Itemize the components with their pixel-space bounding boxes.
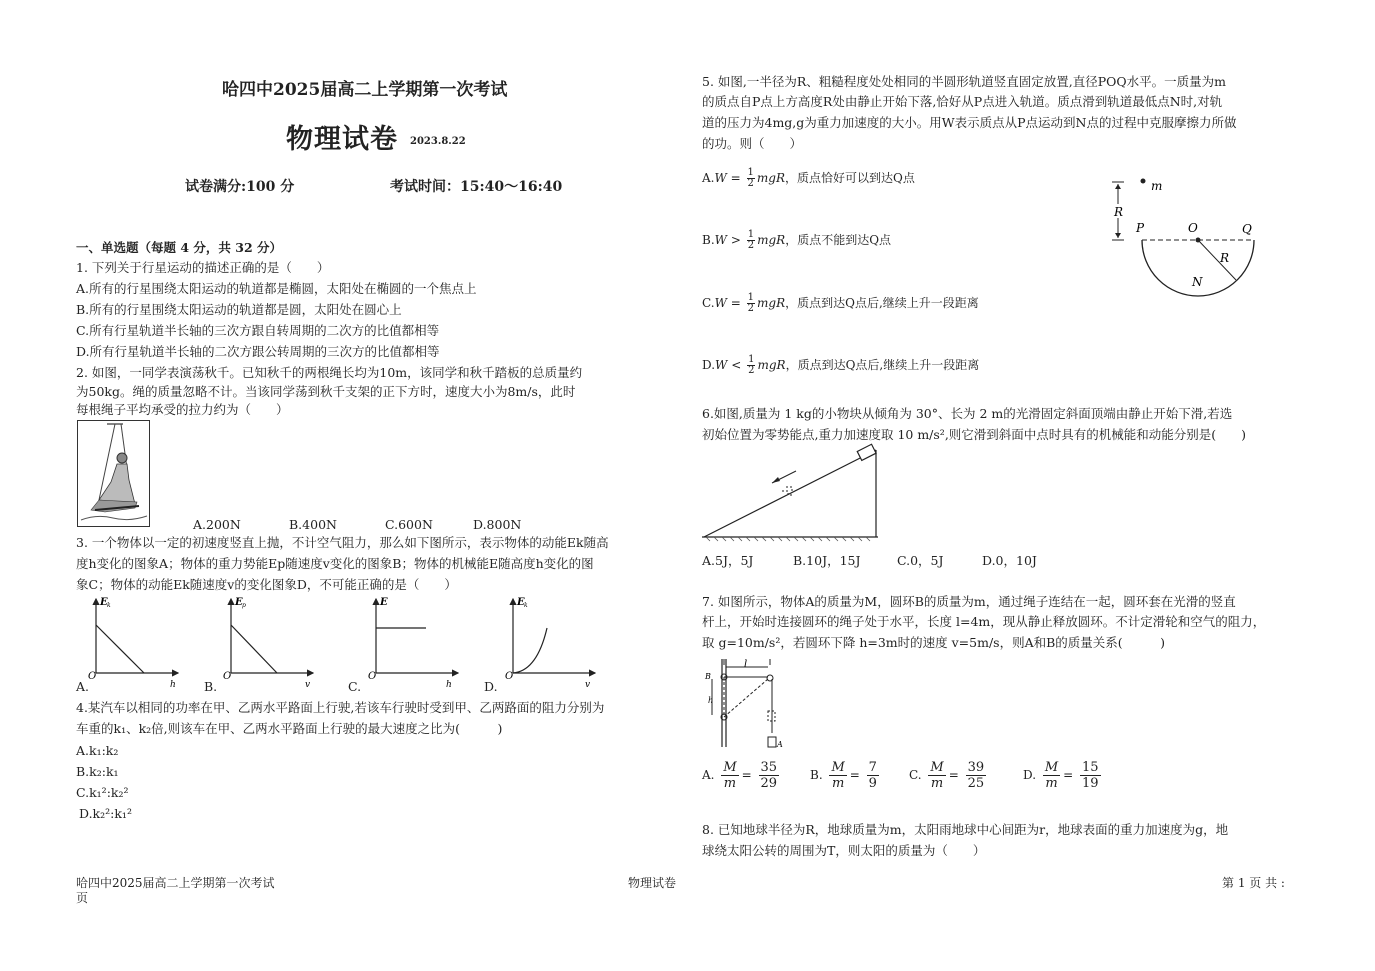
school-title: 哈四中2025届高二上学期第一次考试 (222, 80, 508, 100)
q3-graph-a-label: A. (76, 679, 90, 694)
q3-graph-b-label: B. (204, 679, 218, 694)
q4-option-d: D.k₂²:k₁² (79, 806, 132, 821)
q2-stem-line3: 每根绳子平均承受的拉力约为（ ） (76, 402, 289, 417)
q3-graph-b-origin: O (223, 671, 232, 682)
q1-stem: 1. 下列关于行星运动的描述正确的是（ ） (76, 260, 330, 275)
q7-option-b: B. $\frac{M}{m}$ = $\frac{7}{9}$ (810, 760, 877, 791)
q4-option-a: A.k₁:k₂ (76, 743, 119, 758)
q3-stem-line2: 度h变化的图象A；物体的重力势能Ep随速度v变化的图象B；物体的机械能E随高度h变化的图 (76, 556, 594, 571)
q7-stem-line3: 取 g=10m/s²，若圆环下降 h=3m时的速度 v=5m/s，则A和B的质量关系( ) (702, 635, 1166, 650)
q3-graph-d (503, 595, 603, 690)
q3-graph-c-y: E (380, 597, 388, 608)
q3-graph-a-x: h (170, 680, 176, 690)
footer-center: 物理试卷 (628, 876, 677, 890)
q3-graph-a-y: E (100, 597, 108, 608)
svg-text:P: P (1136, 221, 1145, 235)
footer-page-number: 第 1 页 共 : (1222, 876, 1285, 890)
q2-stem-line2: 为50kg。绳的质量忽略不计。当该同学荡到秋千支架的正下方时，速度大小为8m/s，此时 (76, 384, 576, 399)
q2-option-c: C.600N (385, 517, 433, 532)
q2-option-d: D.800N (473, 517, 522, 532)
q5-option-a: A.W = $\frac{1}{2}$ mgR，质点恰好可以到达Q点 (702, 167, 915, 189)
q6-option-d: D.0，10J (982, 553, 1037, 568)
q7-stem-line1: 7. 如图所示，物体A的质量为M，圆环B的质量为m，通过绳子连结在一起，圆环套在光滑的竖直 (702, 594, 1236, 609)
q2-option-a: A.200N (193, 517, 241, 532)
svg-text:B: B (705, 672, 711, 681)
q3-graph-c-origin: O (368, 671, 377, 682)
svg-text:A: A (777, 740, 783, 749)
section-heading: 一、单选题（每题 4 分，共 32 分） (76, 240, 283, 255)
q3-graph-c-x: h (446, 680, 452, 690)
swing-figure (77, 420, 151, 528)
q8-stem-line1: 8. 已知地球半径为R，地球质量为m，太阳雨地球中心间距为r，地球表面的重力加速度为g，地 (702, 822, 1229, 837)
q3-graph-d-y: E (517, 597, 525, 608)
q3-graph-d-ysub: k (524, 602, 528, 609)
subject-title: 物理试卷 (286, 124, 398, 155)
q7-option-a: A. $\frac{M}{m}$ = $\frac{35}{29}$ (702, 760, 778, 791)
q6-option-c: C.0，5J (897, 553, 944, 568)
svg-text:l: l (744, 659, 748, 670)
svg-text:R: R (1220, 251, 1230, 265)
q3-graph-d-label: D. (484, 679, 498, 694)
q4-option-b: B.k₂:k₁ (76, 764, 119, 779)
q5-option-c: C.W = $\frac{1}{2}$ mgR，质点到达Q点后,继续上升一段距离 (702, 292, 979, 314)
q4-option-c: C.k₁²:k₂² (76, 785, 129, 800)
q1-option-c: C.所有行星轨道半长轴的三次方跟自转周期的二次方的比值都相等 (76, 323, 440, 338)
q3-graph-c-label: C. (348, 679, 362, 694)
q1-option-d: D.所有行星轨道半长轴的二次方跟公转周期的三次方的比值都相等 (76, 344, 440, 359)
q3-graph-d-x: v (585, 680, 591, 690)
svg-text:Q: Q (1242, 222, 1252, 236)
footer-left-wrap: 页 (76, 891, 89, 905)
exam-date: 2023.8.22 (410, 136, 466, 147)
q6-option-b: B.10J，15J (793, 553, 861, 568)
q7-option-d: D. $\frac{M}{m}$ = $\frac{15}{19}$ (1023, 760, 1099, 791)
q3-graph-b-ysub: p (242, 602, 246, 609)
q6-incline-figure (702, 445, 884, 543)
q7-option-c: C. $\frac{M}{m}$ = $\frac{39}{25}$ (909, 760, 985, 791)
svg-text:N: N (1192, 275, 1203, 289)
q1-option-a: A.所有的行星围绕太阳运动的轨道都是椭圆，太阳处在椭圆的一个焦点上 (76, 281, 477, 296)
q3-graph-a-ysub: k (107, 602, 111, 609)
q4-stem-line2: 车重的k₁、k₂倍,则该车在甲、乙两水平路面上行驶的最大速度之比为( ) (76, 721, 503, 736)
full-score: 试卷满分:100 分 (185, 179, 295, 195)
q5-option-b: B.W > $\frac{1}{2}$ mgR，质点不能到达Q点 (702, 229, 892, 251)
svg-text:O: O (1188, 221, 1198, 235)
q3-graph-b (221, 595, 321, 690)
q2-stem-line1: 2. 如图，一同学表演荡秋千。已知秋千的两根绳长均为10m，该同学和秋千踏板的总质量约 (76, 365, 583, 380)
footer-left: 哈四中2025届高二上学期第一次考试 (76, 876, 275, 890)
q6-stem-line2: 初始位置为零势能点,重力加速度取 10 m/s²,则它滑到斜面中点时具有的机械能和动能分别是( ) (702, 427, 1247, 442)
q3-stem-line1: 3. 一个物体以一定的初速度竖直上抛，不计空气阻力，那么如下图所示，表示物体的动能Ek随高 (76, 535, 609, 550)
q6-option-a: A.5J，5J (702, 553, 754, 568)
svg-text:h: h (708, 696, 714, 705)
q5-stem-line2: 的质点自P点上方高度R处由静止开始下落,恰好从P点进入轨道。质点滑到轨道最低点N时,对轨 (702, 94, 1223, 109)
q8-stem-line2: 球绕太阳公转的周围为T，则太阳的质量为（ ） (702, 843, 986, 858)
svg-text:R: R (1114, 205, 1124, 219)
q5-stem-line4: 的功。则（ ） (702, 136, 803, 151)
q5-stem-line1: 5. 如图,一半径为R、粗糙程度处处相同的半圆形轨道竖直固定放置,直径POQ水平。一质量为m (702, 74, 1227, 89)
q7-pulley-figure (702, 657, 788, 749)
q4-stem-line1: 4.某汽车以相同的功率在甲、乙两水平路面上行驶,若该车行驶时受到甲、乙两路面的阻力分别为 (76, 700, 605, 715)
q3-graph-b-x: v (305, 680, 311, 690)
q3-graph-b-y: E (235, 597, 243, 608)
q3-graph-c (366, 595, 466, 690)
q3-graph-d-origin: O (505, 671, 514, 682)
q6-stem-line1: 6.如图,质量为 1 kg的小物块从倾角为 30°、长为 2 m的光滑固定斜面顶端由静止开始下滑,若选 (702, 406, 1233, 421)
q7-stem-line2: 杆上，开始时连接圆环的绳子处于水平，长度 l=4m，现从静止释放圆环。不计定滑轮和空气的阻力， (702, 614, 1266, 629)
q3-stem-line3: 象C；物体的动能Ek随速度v的变化图象D，不可能正确的是（ ） (76, 577, 457, 592)
exam-time: 考试时间：15:40～16:40 (390, 179, 563, 195)
q5-option-d: D.W < $\frac{1}{2}$ mgR，质点到达Q点后,继续上升一段距离 (702, 354, 980, 376)
q3-graph-a-origin: O (88, 671, 97, 682)
q5-stem-line3: 道的压力为4mg,g为重力加速度的大小。用W表示质点从P点运动到N点的过程中克服摩擦力所做 (702, 115, 1237, 130)
q1-option-b: B.所有的行星围绕太阳运动的轨道都是圆，太阳处在圆心上 (76, 302, 402, 317)
q2-option-b: B.400N (289, 517, 337, 532)
q3-graph-a (86, 595, 186, 690)
q5-track-figure (1108, 172, 1268, 296)
svg-text:m: m (1151, 179, 1163, 193)
